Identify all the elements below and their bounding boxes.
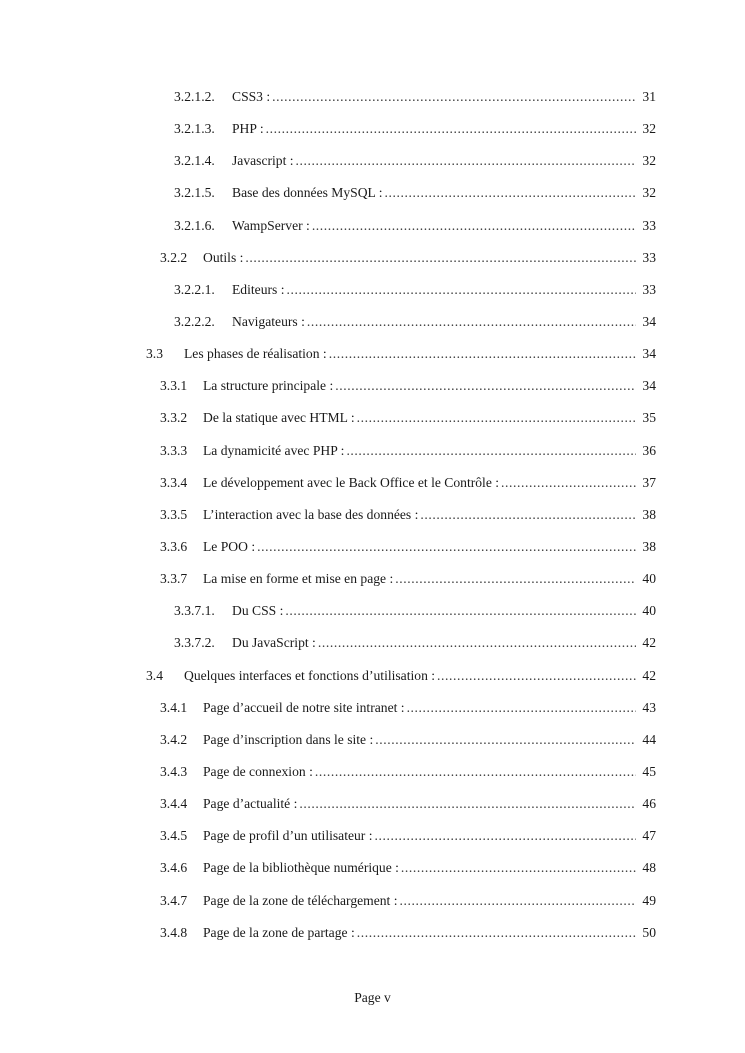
toc-entry-number: 3.2.2.2.: [174, 313, 215, 329]
toc-entry[interactable]: [0, 248, 745, 280]
toc-entry-number: 3.4: [146, 667, 163, 683]
toc-entry-title: Page de profil d’un utilisateur :: [203, 828, 373, 844]
toc-entry[interactable]: [0, 762, 745, 794]
toc-entry-number: 3.3.6: [160, 538, 188, 554]
toc-dot-leader: [266, 119, 636, 139]
toc-entry-page: 37: [642, 474, 656, 490]
toc-entry[interactable]: [0, 537, 745, 569]
toc-entry-title: Navigateurs :: [232, 313, 305, 329]
toc-entry-number: 3.3.7.1.: [174, 603, 215, 619]
toc-dot-leader: [401, 858, 636, 878]
toc-entry[interactable]: [0, 441, 745, 473]
toc-entry-page: 40: [642, 603, 656, 619]
toc-entry-title: La mise en forme et mise en page :: [203, 571, 394, 587]
page-number-label: Page v: [354, 990, 391, 1005]
toc-entry[interactable]: [0, 633, 745, 665]
toc-entry-number: 3.4.6: [160, 860, 188, 876]
toc-entry-number: 3.2.1.3.: [174, 121, 215, 137]
toc-dot-leader: [307, 312, 636, 332]
toc-dot-leader: [315, 762, 636, 782]
toc-entry-title: Editeurs :: [232, 281, 285, 297]
toc-dot-leader: [272, 87, 636, 107]
toc-entry-page: 43: [642, 699, 656, 715]
toc-dot-leader: [285, 601, 636, 621]
page-footer: [0, 990, 745, 1006]
toc-entry-number: 3.2.1.6.: [174, 217, 215, 233]
toc-entry-number: 3.3.4: [160, 474, 188, 490]
toc-entry-page: 38: [642, 506, 656, 522]
toc-entry-title: De la statique avec HTML :: [203, 410, 355, 426]
toc-dot-leader: [385, 183, 636, 203]
toc-entry[interactable]: [0, 280, 745, 312]
toc-entry[interactable]: [0, 376, 745, 408]
toc-entry-page: 31: [642, 89, 656, 104]
toc-entry-title: Page de la zone de partage :: [203, 924, 355, 940]
toc-entry-title: La dynamicité avec PHP :: [203, 442, 345, 458]
toc-entry-page: 38: [642, 538, 656, 554]
toc-entry-number: 3.2.1.5.: [174, 185, 215, 201]
toc-dot-leader: [501, 473, 636, 493]
toc-dot-leader: [299, 794, 636, 814]
toc-dot-leader: [407, 698, 636, 718]
toc-entry-number: 3.4.4: [160, 796, 188, 812]
toc-entry-page: 36: [642, 442, 656, 458]
toc-entry[interactable]: [0, 858, 745, 890]
toc-entry[interactable]: [0, 119, 745, 151]
toc-entry[interactable]: [0, 408, 745, 440]
toc-entry[interactable]: [0, 794, 745, 826]
toc-entry-page: 34: [642, 346, 656, 362]
toc-entry-number: 3.3.1: [160, 378, 188, 394]
toc-entry-page: 35: [642, 410, 656, 426]
toc-entry-page: 33: [642, 281, 656, 297]
table-of-contents: [0, 87, 745, 955]
toc-entry-number: 3.2.2.1.: [174, 281, 215, 297]
toc-entry-title: Page de la bibliothèque numérique :: [203, 860, 399, 876]
toc-entry-page: 34: [642, 313, 656, 329]
toc-entry[interactable]: [0, 344, 745, 376]
toc-dot-leader: [357, 923, 636, 943]
toc-dot-leader: [395, 569, 636, 589]
toc-entry-number: 3.3.7: [160, 571, 188, 587]
toc-entry-page: 50: [642, 924, 656, 940]
toc-entry-title: Le développement avec le Back Office et le Contrôle :: [203, 474, 500, 490]
toc-entry-page: 33: [642, 217, 656, 233]
toc-entry-number: 3.2.2: [160, 249, 188, 265]
toc-dot-leader: [437, 666, 636, 686]
toc-entry[interactable]: [0, 666, 745, 698]
toc-entry[interactable]: [0, 826, 745, 858]
toc-entry-number: 3.4.1: [160, 699, 188, 715]
toc-entry[interactable]: [0, 505, 745, 537]
toc-entry[interactable]: [0, 473, 745, 505]
toc-entry[interactable]: [0, 312, 745, 344]
toc-entry[interactable]: [0, 730, 745, 762]
toc-entry-title: WampServer :: [232, 217, 310, 233]
toc-entry-number: 3.3.5: [160, 506, 188, 522]
toc-entry-title: Page d’inscription dans le site :: [203, 731, 374, 747]
toc-entry-page: 34: [642, 378, 656, 394]
toc-entry-page: 40: [642, 571, 656, 587]
toc-entry-number: 3.3.7.2.: [174, 635, 215, 651]
toc-entry-page: 46: [642, 796, 656, 812]
toc-entry[interactable]: [0, 216, 745, 248]
toc-entry[interactable]: [0, 87, 745, 119]
toc-entry-title: Le POO :: [203, 538, 256, 554]
toc-entry[interactable]: [0, 698, 745, 730]
toc-entry-title: L’interaction avec la base des données :: [203, 506, 419, 522]
toc-dot-leader: [257, 537, 636, 557]
toc-entry-number: 3.4.5: [160, 828, 188, 844]
toc-entry-page: 32: [642, 153, 656, 169]
toc-dot-leader: [400, 891, 636, 911]
toc-entry-title: CSS3 :: [232, 89, 271, 104]
toc-entry-title: Page de la zone de téléchargement :: [203, 892, 398, 908]
toc-entry-title: Page de connexion :: [203, 763, 313, 779]
toc-dot-leader: [335, 376, 636, 396]
toc-entry[interactable]: [0, 151, 745, 183]
toc-entry-title: La structure principale :: [203, 378, 334, 394]
toc-dot-leader: [357, 408, 636, 428]
toc-entry[interactable]: [0, 891, 745, 923]
toc-entry[interactable]: [0, 601, 745, 633]
toc-dot-leader: [329, 344, 636, 364]
toc-entry-title: Outils :: [203, 249, 244, 265]
toc-entry-number: 3.2.1.4.: [174, 153, 215, 169]
toc-entry-page: 45: [642, 763, 656, 779]
toc-dot-leader: [286, 280, 636, 300]
toc-entry[interactable]: [0, 923, 745, 955]
toc-entry-title: Du JavaScript :: [232, 635, 316, 651]
toc-dot-leader: [420, 505, 636, 525]
toc-entry-page: 33: [642, 249, 656, 265]
toc-entry-number: 3.4.7: [160, 892, 188, 908]
toc-entry[interactable]: [0, 569, 745, 601]
toc-entry-page: 44: [642, 731, 656, 747]
toc-dot-leader: [296, 151, 636, 171]
toc-entry-page: 32: [642, 121, 656, 137]
toc-entry-title: Base des données MySQL :: [232, 185, 383, 201]
toc-dot-leader: [312, 216, 636, 236]
toc-entry-page: 32: [642, 185, 656, 201]
toc-entry-title: Page d’actualité :: [203, 796, 298, 812]
toc-entry-title: Page d’accueil de notre site intranet :: [203, 699, 405, 715]
toc-entry-number: 3.3: [146, 346, 163, 362]
toc-entry-number: 3.4.8: [160, 924, 188, 940]
toc-entry-page: 42: [642, 667, 656, 683]
toc-entry-title: PHP :: [232, 121, 264, 137]
toc-entry-title: Quelques interfaces et fonctions d’utilisation :: [184, 667, 436, 683]
toc-dot-leader: [245, 248, 636, 268]
toc-entry-number: 3.2.1.2.: [174, 89, 215, 104]
toc-entry-number: 3.4.3: [160, 763, 188, 779]
toc-entry-page: 49: [642, 892, 656, 908]
toc-entry-title: Javascript :: [232, 153, 294, 169]
toc-entry-page: 42: [642, 635, 656, 651]
toc-dot-leader: [318, 633, 636, 653]
toc-entry-page: 47: [642, 828, 656, 844]
toc-entry[interactable]: [0, 183, 745, 215]
toc-dot-leader: [375, 826, 636, 846]
toc-entry-number: 3.4.2: [160, 731, 188, 747]
toc-entry-title: Les phases de réalisation :: [184, 346, 327, 362]
toc-entry-number: 3.3.3: [160, 442, 188, 458]
toc-dot-leader: [375, 730, 636, 750]
toc-entry-number: 3.3.2: [160, 410, 188, 426]
toc-dot-leader: [346, 441, 636, 461]
toc-entry-title: Du CSS :: [232, 603, 284, 619]
toc-entry-page: 48: [642, 860, 656, 876]
